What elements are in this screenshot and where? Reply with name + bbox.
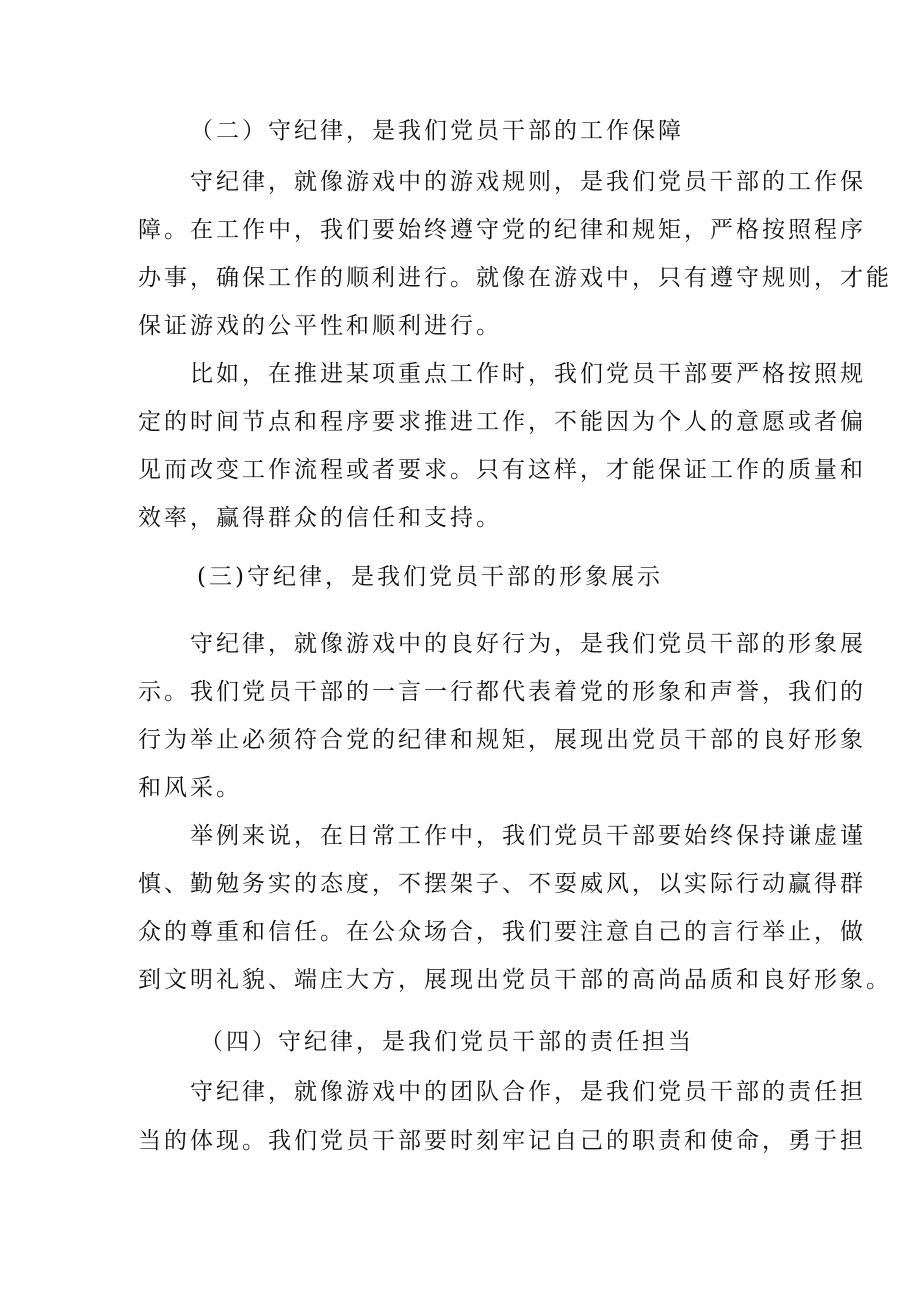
- section-heading: (三)守纪律，是我们党员干部的形象展示: [197, 564, 663, 590]
- paragraph-line: 众的尊重和信任。在公众场合，我们要注意自己的言行举止，做: [138, 919, 866, 945]
- section-heading: （二）守纪律，是我们党员干部的工作保障: [190, 118, 684, 144]
- paragraph-line: 举例来说，在日常工作中，我们党员干部要始终保持谦虚谨: [190, 823, 866, 849]
- paragraph-line: 比如，在推进某项重点工作时，我们党员干部要严格按照规: [190, 361, 866, 387]
- paragraph-line: 办事，确保工作的顺利进行。就像在游戏中，只有遵守规则，才能: [138, 265, 892, 291]
- paragraph-line: 见而改变工作流程或者要求。只有这样，才能保证工作的质量和: [138, 457, 866, 483]
- paragraph-line: 示。我们党员干部的一言一行都代表着党的形象和声誉，我们的: [138, 679, 866, 705]
- paragraph-line: 慎、勤勉务实的态度，不摆架子、不耍威风，以实际行动赢得群: [138, 871, 866, 897]
- paragraph-line: 障。在工作中，我们要始终遵守党的纪律和规矩，严格按照程序: [138, 217, 866, 243]
- section-heading: （四）守纪律，是我们党员干部的责任担当: [200, 1029, 694, 1055]
- paragraph-line: 保证游戏的公平性和顺利进行。: [138, 313, 502, 339]
- paragraph-line: 和风采。: [138, 775, 242, 801]
- paragraph-line: 守纪律，就像游戏中的游戏规则，是我们党员干部的工作保: [190, 169, 866, 195]
- paragraph-line: 定的时间节点和程序要求推进工作，不能因为个人的意愿或者偏: [138, 409, 866, 435]
- paragraph-line: 效率，赢得群众的信任和支持。: [138, 505, 502, 531]
- paragraph-line: 守纪律，就像游戏中的团队合作，是我们党员干部的责任担: [190, 1079, 866, 1105]
- paragraph-line: 行为举止必须符合党的纪律和规矩，展现出党员干部的良好形象: [138, 727, 866, 753]
- paragraph-line: 守纪律，就像游戏中的良好行为，是我们党员干部的形象展: [190, 631, 866, 657]
- paragraph-line: 当的体现。我们党员干部要时刻牢记自己的职责和使命，勇于担: [138, 1128, 866, 1154]
- paragraph-line: 到文明礼貌、端庄大方，展现出党员干部的高尚品质和良好形象。: [138, 967, 892, 993]
